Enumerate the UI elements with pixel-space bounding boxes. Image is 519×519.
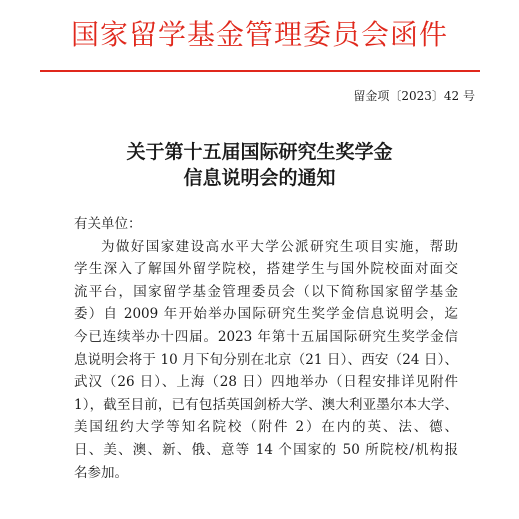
body-line: 名参加。 (74, 464, 128, 481)
notice-title-line-2: 信息说明会的通知 (183, 167, 336, 189)
notice-title-line-1: 关于第十五届国际研究生奖学金 (126, 141, 393, 163)
notice-body (74, 213, 458, 484)
body-line: 流平台，国家留学基金管理委员会（以下简称国家留学基金 (74, 283, 458, 300)
body-line: 1），截至目前，已有包括英国剑桥大学、澳大利亚墨尔本大学、 (74, 396, 458, 413)
salutation: 有关单位： (74, 216, 142, 232)
document-number: 留金项〔2023〕42 号 (353, 89, 475, 103)
body-line: 美国纽约大学等知名院校（附件 2）在内的英、法、德、 (74, 419, 458, 436)
body-line: 为做好国家建设高水平大学公派研究生项目实施，帮助 (101, 238, 458, 255)
body-line: 息说明会将于 10 月下旬分别在北京（21 日）、西安（24 日）、 (74, 351, 458, 368)
body-line: 委）自 2009 年开始举办国际研究生奖学金信息说明会，迄 (74, 306, 458, 323)
body-line: 今已连续举办十四届。2023 年第十五届国际研究生奖学金信 (74, 328, 458, 345)
letterhead-divider (40, 70, 480, 72)
letterhead-title: 国家留学基金管理委员会函件 (70, 18, 448, 51)
body-line: 学生深入了解国外留学院校，搭建学生与国外院校面对面交 (74, 261, 458, 278)
body-paragraph (74, 236, 458, 485)
body-line: 武汉（26 日）、上海（28 日）四地举办（日程安排详见附件 (74, 374, 458, 391)
body-line: 日、美、澳、新、俄、意等 14 个国家的 50 所院校/机构报 (74, 441, 458, 458)
